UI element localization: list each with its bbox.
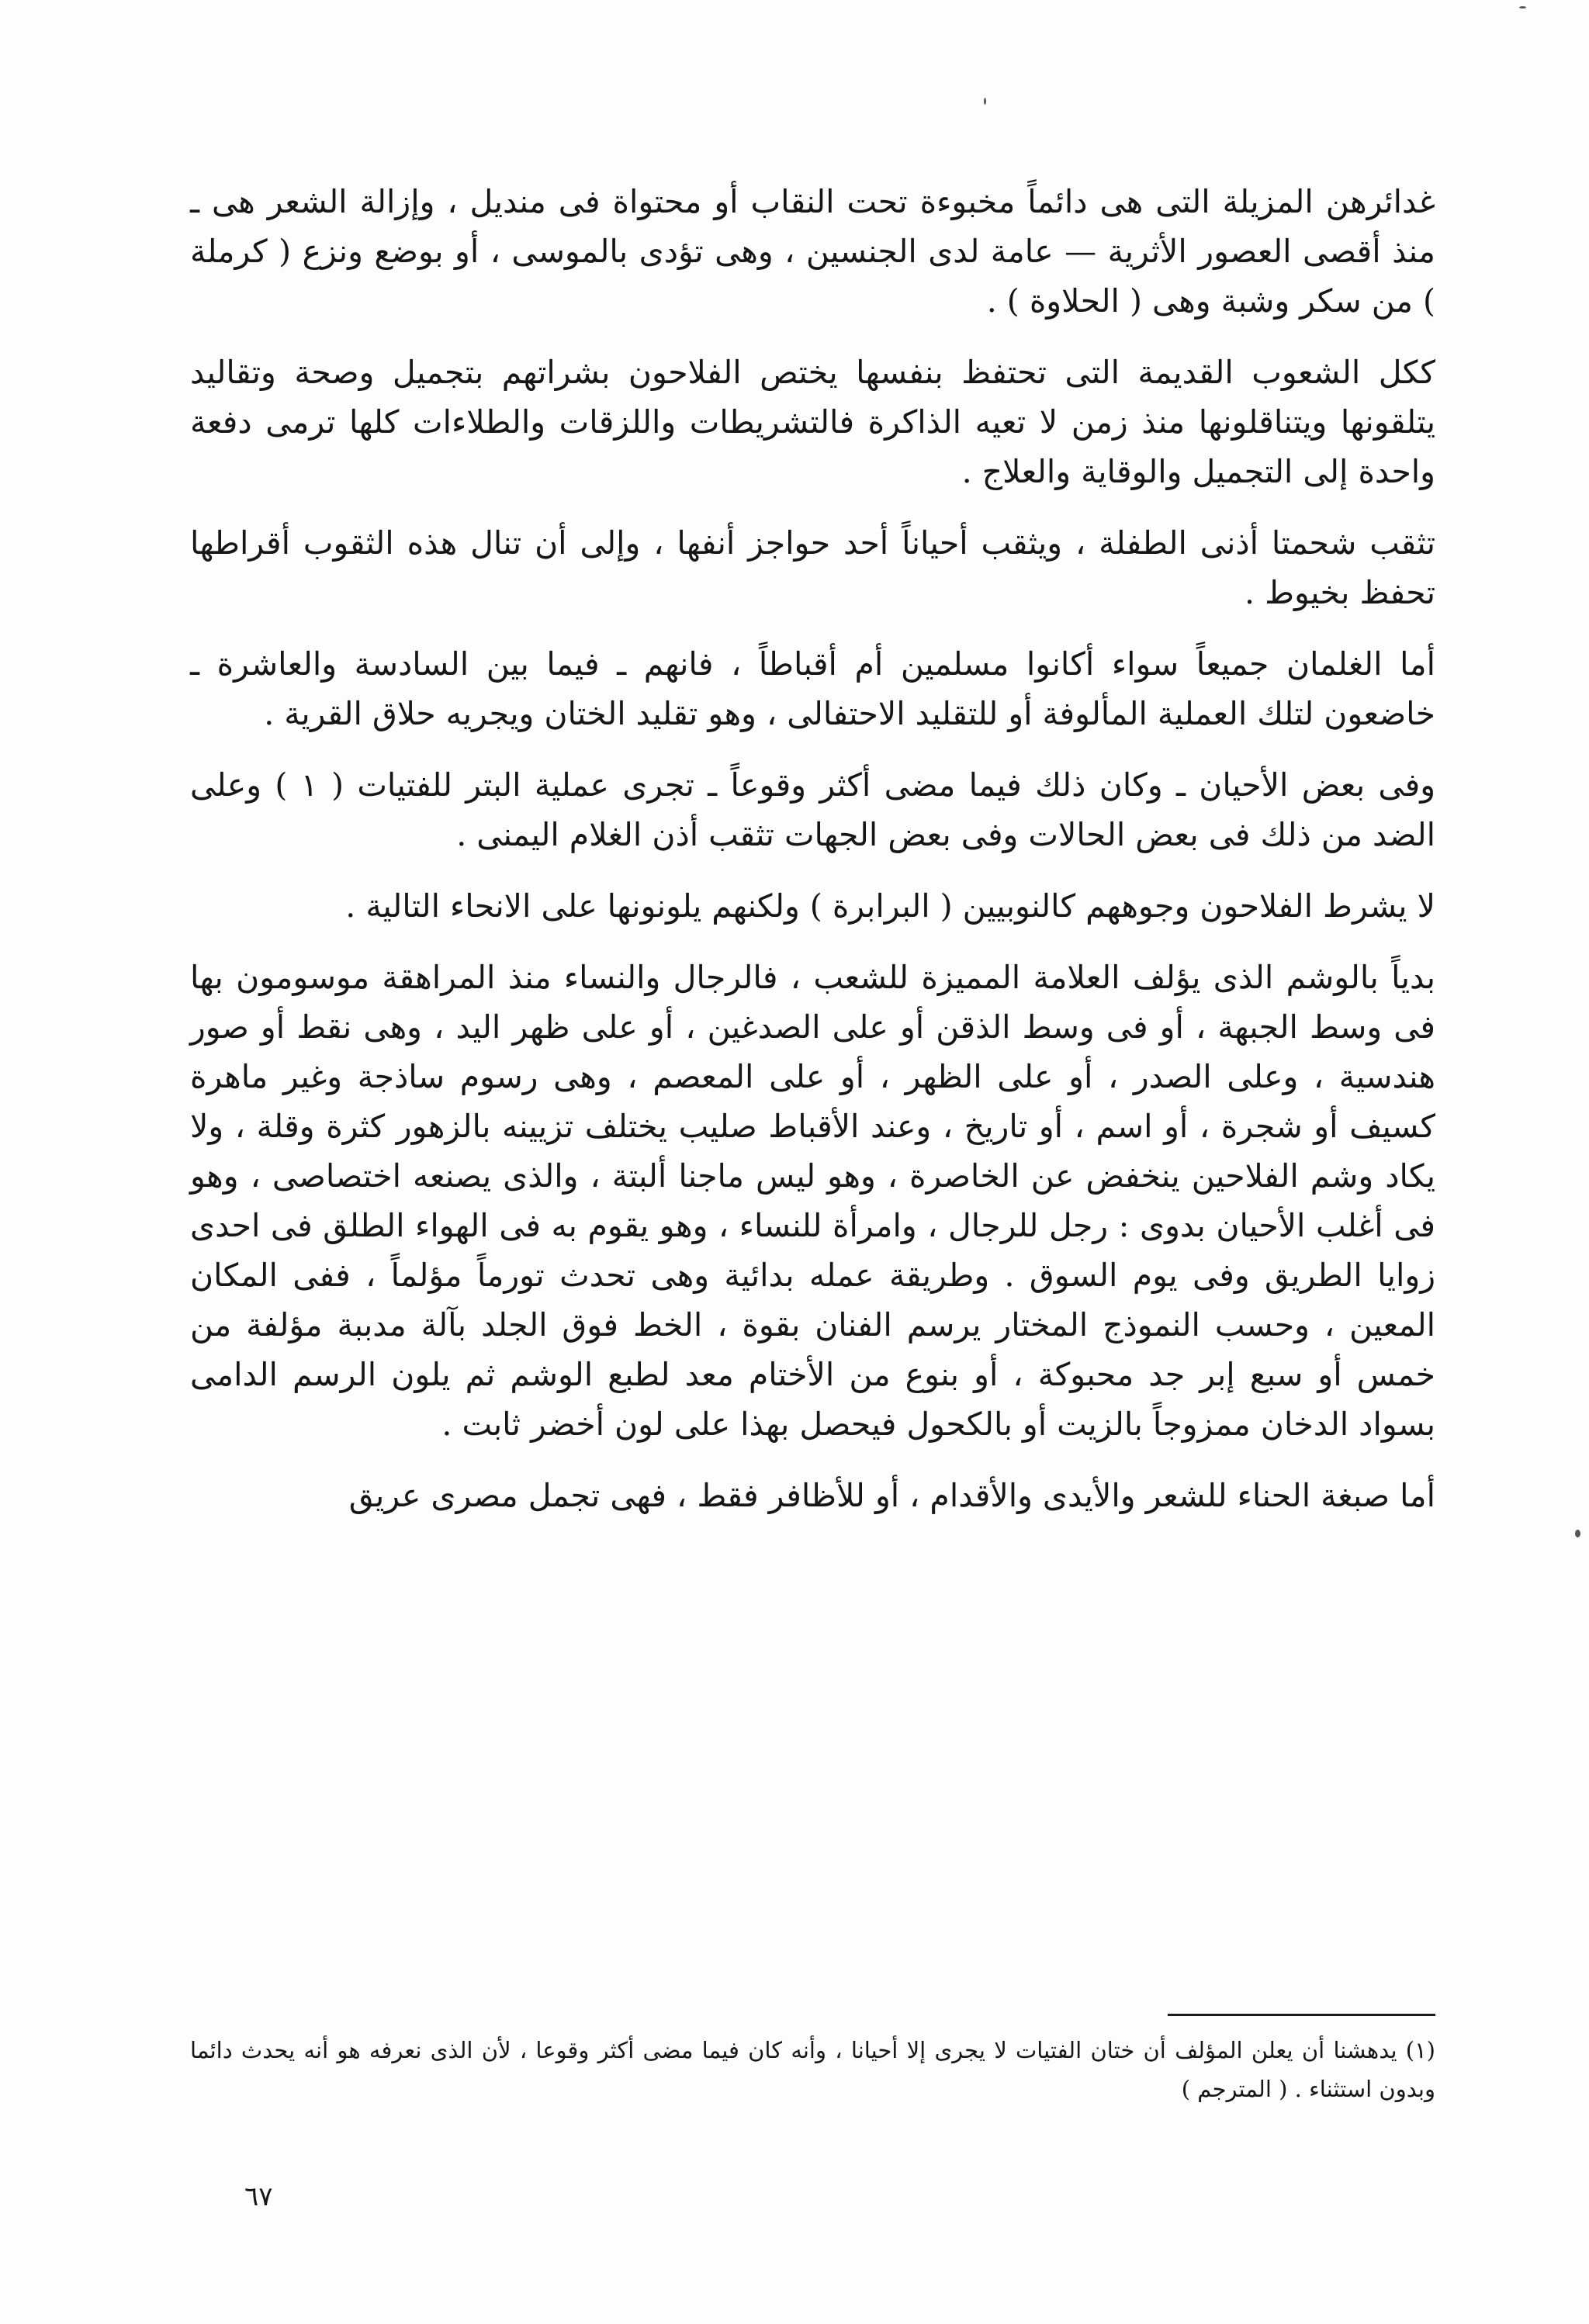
paragraph-ear-piercing: تثقب شحمتا أذنى الطفلة ، ويثقب أحياناً أحد حواجز أنفها ، وإلى أن تنال هذه الثقوب أقراطها تحفظ بخيوط . bbox=[190, 524, 1435, 611]
page-number: ٦٧ bbox=[244, 2181, 273, 2212]
scan-speck bbox=[984, 98, 986, 105]
paragraph-hair-removal: غدائرهن المزيلة التى هى دائماً مخبوءة تحت النقاب أو محتواة فى منديل ، وإزالة الشعر هى ـ منذ أقصى العصور الأثرية — عامة لدى الجنسين ، وهى تؤدى بالموسى ، أو بوضع ونزع ( كرملة ) من سكر وشبة وهى ( الحلاوة ) . bbox=[190, 183, 1435, 320]
body-text bbox=[190, 177, 1435, 1542]
footnote: (١) يدهشنا أن يعلن المؤلف أن ختان الفتيات لا يجرى إلا أحيانا ، وأنه كان فيما مضى أكثر وقوعا ، لأن الذى نعرفه هو أنه يحدث دائما وبدون استثناء . ( المترجم ) bbox=[190, 2037, 1435, 2102]
paragraph-traditions: ككل الشعوب القديمة التى تحتفظ بنفسها يختص الفلاحون بشراتهم بتجميل وصحة وتقاليد يتلقونها ويتناقلونها منذ زمن لا تعيه الذاكرة فالتشريطات واللزقات والطلاءات كلها ترمى دفعة واحدة إلى التجميل والوقاية والعلاج . bbox=[190, 354, 1435, 490]
footnote-divider bbox=[1168, 2014, 1435, 2016]
paragraph-circumcision: أما الغلمان جميعاً سواء أكانوا مسلمين أم أقباطاً ، فانهم ـ فيما بين السادسة والعاشرة ـ خاضعون لتلك العملية المألوفة أو للتقليد الاحتفالى ، وهو تقليد الختان ويجريه حلاق القرية . bbox=[190, 645, 1435, 732]
paragraph-tattoo: بدياً بالوشم الذى يؤلف العلامة المميزة للشعب ، فالرجال والنساء منذ المراهقة موسومون بها فى وسط الجبهة ، أو فى وسط الذقن أو على الصدغين ، أو على ظهر اليد ، وهى نقط أو صور هندسية ، وعلى الصدر ، أو على الظهر ، أو على المعصم ، وهى رسوم ساذجة وغير ماهرة كسيف أو شجرة ، أو اسم ، أو تاريخ ، وعند الأقباط صليب يختلف تزيينه بالزهور كثرة وقلة ، ولا يكاد وشم الفلاحين ينخفض عن الخاصرة ، وهو ليس ماجنا ألبتة ، والذى يصنعه اختصاصى ، وهو فى أغلب الأحيان بدوى : رجل للرجال ، وامرأة للنساء ، وهو يقوم به فى الهواء الطلق فى احدى زوايا الطريق وفى يوم السوق . وطريقة عمله بدائية وهى تحدث تورماً مؤلماً ، ففى المكان المعين ، وحسب النموذج المختار يرسم الفنان بقوة ، الخط فوق الجلد بآلة مدببة مؤلفة من خمس أو سبع إبر جد محبوكة ، أو بنوع من الأختام معد لطبع الوشم ثم يلون الرسم الدامى بسواد الدخان ممزوجاً بالزيت أو بالكحول فيحصل بهذا على لون أخضر ثابت . bbox=[190, 959, 1435, 1443]
paragraph-henna: أما صبغة الحناء للشعر والأيدى والأقدام ، أو للأظافر فقط ، فهى تجمل مصرى عريق bbox=[348, 1477, 1435, 1514]
paragraph-face-coloring: لا يشرط الفلاحون وجوههم كالنوبيين ( البرابرة ) ولكنهم يلونونها على الانحاء التالية . bbox=[345, 887, 1435, 925]
paragraph-girls-operation: وفى بعض الأحيان ـ وكان ذلك فيما مضى أكثر وقوعاً ـ تجرى عملية البتر للفتيات ( ١ ) وعلى الضد من ذلك فى بعض الحالات وفى بعض الجهات تثقب أذن الغلام اليمنى . bbox=[190, 766, 1436, 853]
scan-speck bbox=[1575, 1530, 1580, 1537]
scan-speck bbox=[1519, 6, 1526, 9]
